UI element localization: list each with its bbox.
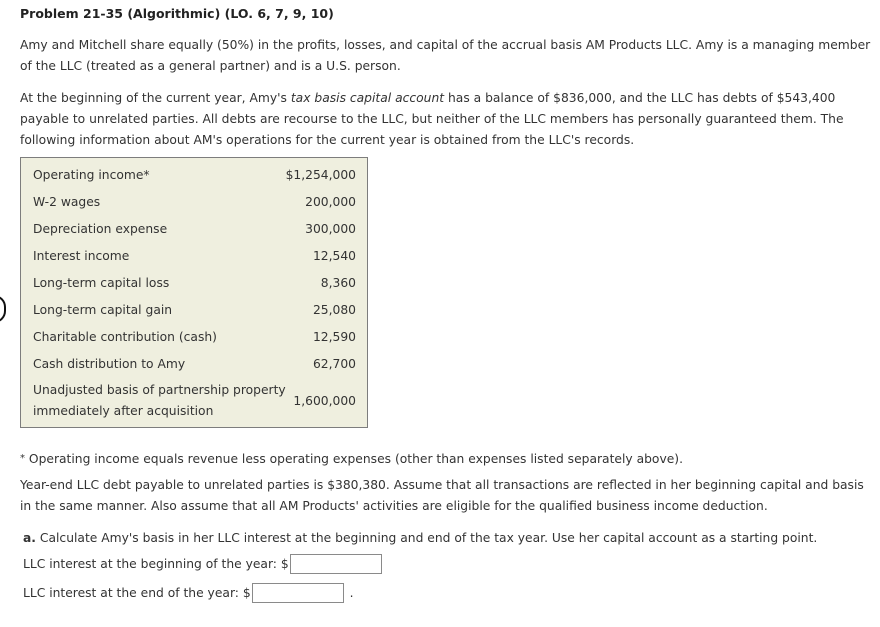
beginning-answer-row bbox=[23, 554, 382, 574]
row-value: 200,000 bbox=[305, 195, 356, 209]
footnote bbox=[20, 449, 872, 470]
row-label: Long-term capital gain bbox=[33, 303, 173, 317]
problem-title: Problem 21-35 (Algorithmic) (LO. 6, 7, 9, 10) bbox=[20, 6, 334, 21]
context-italic-term: tax basis capital account bbox=[290, 91, 445, 105]
row-label: Unadjusted basis of partnership property immediately after acquisition bbox=[33, 383, 286, 418]
row-label: Depreciation expense bbox=[33, 222, 168, 236]
row-value: $1,254,000 bbox=[285, 168, 356, 182]
row-label: Charitable contribution (cash) bbox=[33, 330, 217, 344]
row-value: 300,000 bbox=[305, 222, 356, 236]
row-value: 1,600,000 bbox=[293, 394, 356, 408]
beginning-basis-input[interactable] bbox=[290, 554, 382, 574]
row-label: Interest income bbox=[33, 249, 130, 263]
footnote-star: * bbox=[20, 453, 25, 464]
question-text: Calculate Amy's basis in her LLC interest at the beginning and end of the tax year. Use her capital account as a starting point. bbox=[35, 531, 818, 545]
end-trailing-period: . bbox=[349, 586, 354, 600]
end-answer-label: LLC interest at the end of the year: $ bbox=[23, 586, 251, 600]
context-text-start: At the beginning of the current year, Amy's bbox=[20, 91, 291, 105]
beginning-answer-label: LLC interest at the beginning of the year: $ bbox=[23, 557, 289, 571]
operations-table bbox=[20, 157, 368, 428]
row-label: Cash distribution to Amy bbox=[33, 357, 186, 371]
row-value: 62,700 bbox=[312, 357, 356, 371]
context-text-end: has a balance of $836,000, and the LLC has debts of $543,400 payable to unrelated parties. All debts are recourse to the LLC, but neither of the LLC members has personally guaranteed them. The following information about AM's operations for the current year is obtained from the LLC's records. bbox=[20, 91, 844, 147]
row-value: 8,360 bbox=[320, 276, 356, 290]
left-edge-bracket bbox=[0, 295, 6, 323]
intro-paragraph: Amy and Mitchell share equally (50%) in the profits, losses, and capital of the accrual basis AM Products LLC. Amy is a managing member of the LLC (treated as a general partner) and is a U.S. person. bbox=[20, 38, 871, 73]
end-answer-row bbox=[23, 583, 354, 603]
row-label: W-2 wages bbox=[33, 195, 101, 209]
row-label: Operating income* bbox=[33, 168, 150, 182]
question-a bbox=[23, 531, 817, 545]
context-paragraph bbox=[20, 88, 872, 151]
footnote-text: Operating income equals revenue less operating expenses (other than expenses listed separately above). bbox=[25, 452, 683, 466]
end-basis-input[interactable] bbox=[252, 583, 344, 603]
question-letter: a. bbox=[23, 531, 36, 545]
yearend-paragraph: Year-end LLC debt payable to unrelated parties is $380,380. Assume that all transactions are reflected in her beginning capital and basis in the same manner. Also assume that all AM Products' activities are eligible for the qualified business income deduction. bbox=[20, 478, 864, 513]
table-row bbox=[21, 158, 367, 427]
row-value: 12,540 bbox=[312, 249, 356, 263]
row-label: Long-term capital loss bbox=[33, 276, 170, 290]
row-value: 12,590 bbox=[312, 330, 356, 344]
row-value: 25,080 bbox=[312, 303, 356, 317]
